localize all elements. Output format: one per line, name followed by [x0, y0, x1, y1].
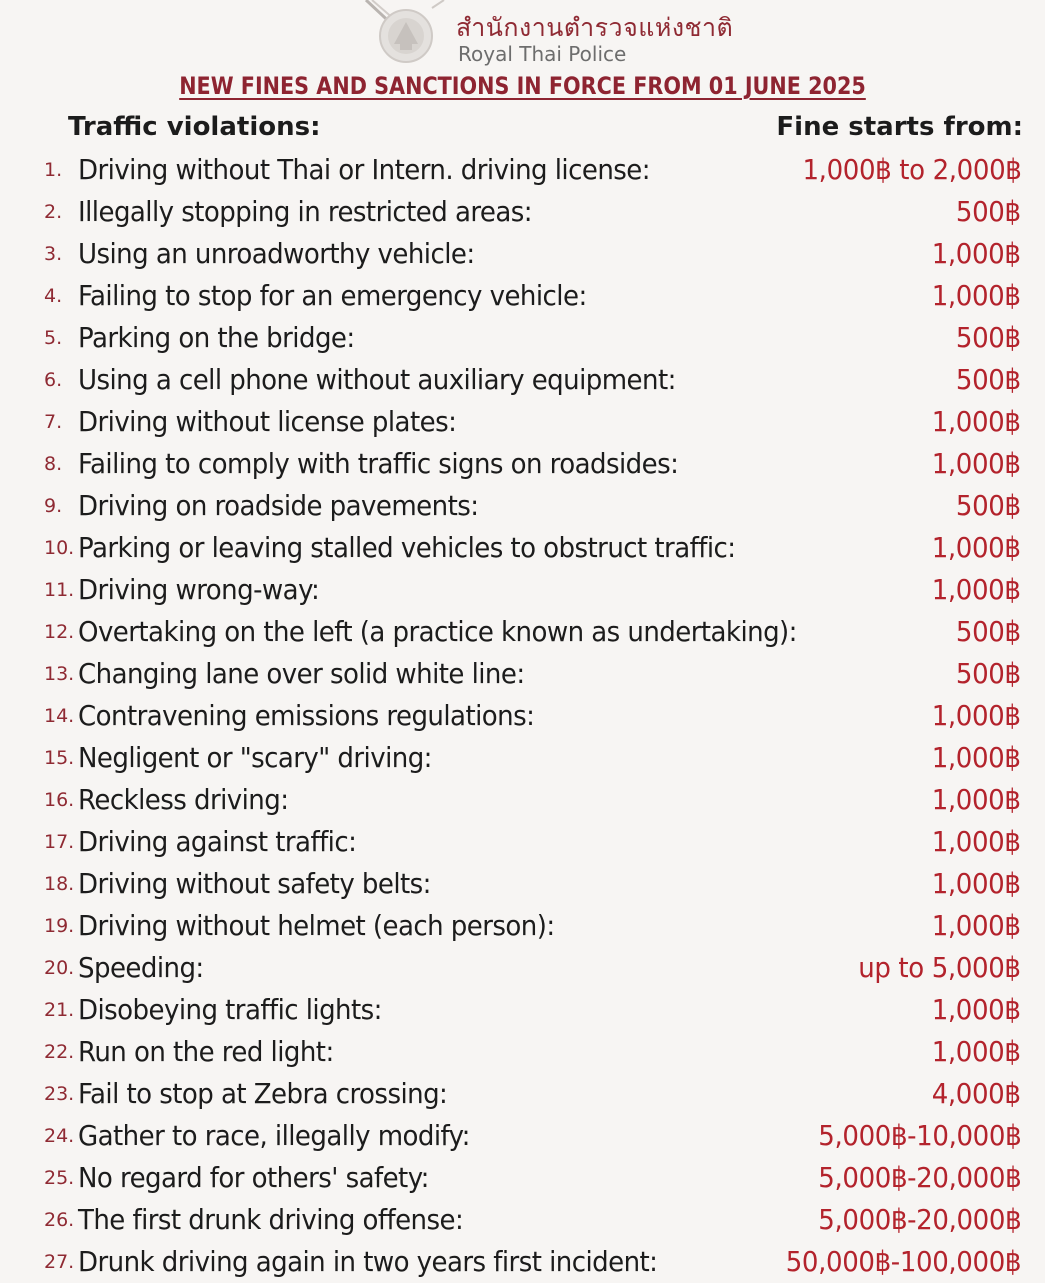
- organization-name-english: Royal Thai Police: [458, 42, 627, 66]
- fine-amount: 1,000฿: [932, 741, 1021, 774]
- item-number: 26.: [44, 1209, 75, 1231]
- fine-amount: 1,000฿: [932, 909, 1021, 942]
- fine-amount: 1,000฿: [932, 279, 1021, 312]
- list-item: [0, 317, 1045, 359]
- fine-amount: 1,000฿: [932, 1035, 1021, 1068]
- violation-label: Reckless driving:: [78, 783, 289, 816]
- list-item: [0, 821, 1045, 863]
- list-item: [0, 1031, 1045, 1073]
- list-item: [0, 947, 1045, 989]
- list-item: [0, 1241, 1045, 1283]
- violation-label: Parking on the bridge:: [78, 321, 355, 354]
- item-number: 8.: [44, 453, 63, 475]
- violation-label: Run on the red light:: [78, 1035, 334, 1068]
- fine-amount: 1,000฿: [932, 447, 1021, 480]
- item-number: 22.: [44, 1041, 75, 1063]
- list-item: [0, 779, 1045, 821]
- fine-amount: 5,000฿-20,000฿: [818, 1161, 1021, 1194]
- list-item: [0, 191, 1045, 233]
- list-item: [0, 1115, 1045, 1157]
- fine-amount: 1,000฿: [932, 531, 1021, 564]
- fine-amount: 50,000฿-100,000฿: [785, 1245, 1021, 1278]
- list-item: [0, 569, 1045, 611]
- item-number: 2.: [44, 201, 63, 223]
- violation-label: Using an unroadworthy vehicle:: [78, 237, 475, 270]
- violation-label: Failing to stop for an emergency vehicle:: [78, 279, 587, 312]
- list-item: [0, 653, 1045, 695]
- fine-amount: 5,000฿-10,000฿: [818, 1119, 1021, 1152]
- list-item: [0, 275, 1045, 317]
- violation-label: Driving without license plates:: [78, 405, 457, 438]
- violation-label: Overtaking on the left (a practice known as undertaking):: [78, 615, 797, 648]
- list-item: [0, 863, 1045, 905]
- item-number: 13.: [44, 663, 75, 685]
- list-item: [0, 737, 1045, 779]
- violation-label: Driving against traffic:: [78, 825, 357, 858]
- item-number: 23.: [44, 1083, 75, 1105]
- violation-label: Disobeying traffic lights:: [78, 993, 382, 1026]
- fine-amount: 1,000฿: [932, 783, 1021, 816]
- list-item: [0, 1199, 1045, 1241]
- fine-amount: 500฿: [956, 489, 1021, 522]
- royal-thai-police-emblem-icon: [362, 0, 450, 70]
- list-item: [0, 611, 1045, 653]
- fine-amount: 500฿: [956, 657, 1021, 690]
- item-number: 17.: [44, 831, 75, 853]
- item-number: 27.: [44, 1251, 75, 1273]
- violation-label: Driving wrong-way:: [78, 573, 320, 606]
- item-number: 10.: [44, 537, 75, 559]
- page-title: NEW FINES AND SANCTIONS IN FORCE FROM 01 JUNE 2025: [179, 72, 866, 100]
- violation-label: Gather to race, illegally modify:: [78, 1119, 470, 1152]
- fine-amount: 1,000฿: [932, 237, 1021, 270]
- fine-amount: 1,000฿: [932, 699, 1021, 732]
- fine-amount: 5,000฿-20,000฿: [818, 1203, 1021, 1236]
- fine-amount: 1,000฿: [932, 993, 1021, 1026]
- item-number: 7.: [44, 411, 63, 433]
- list-item: [0, 1073, 1045, 1115]
- item-number: 5.: [44, 327, 63, 349]
- fine-amount: 1,000฿: [932, 867, 1021, 900]
- violation-label: Drunk driving again in two years first incident:: [78, 1245, 658, 1278]
- violation-label: Driving on roadside pavements:: [78, 489, 479, 522]
- item-number: 16.: [44, 789, 75, 811]
- organization-name-thai: สำนักงานตำรวจแห่งชาติ: [456, 13, 734, 42]
- violation-label: Negligent or "scary" driving:: [78, 741, 432, 774]
- item-number: 11.: [44, 579, 75, 601]
- violation-label: Parking or leaving stalled vehicles to obstruct traffic:: [78, 531, 736, 564]
- fine-amount: 500฿: [956, 615, 1021, 648]
- violation-label: Using a cell phone without auxiliary equipment:: [78, 363, 676, 396]
- item-number: 25.: [44, 1167, 75, 1189]
- item-number: 14.: [44, 705, 75, 727]
- fine-amount: 4,000฿: [932, 1077, 1021, 1110]
- list-item: [0, 695, 1045, 737]
- list-item: [0, 443, 1045, 485]
- list-item: [0, 485, 1045, 527]
- violation-label: Contravening emissions regulations:: [78, 699, 535, 732]
- item-number: 18.: [44, 873, 75, 895]
- violation-label: Speeding:: [78, 951, 204, 984]
- list-item: [0, 905, 1045, 947]
- item-number: 19.: [44, 915, 75, 937]
- violation-label: Driving without Thai or Intern. driving license:: [78, 153, 650, 186]
- page-header: [0, 0, 1045, 72]
- fine-amount: 500฿: [956, 195, 1021, 228]
- violation-label: The first drunk driving offense:: [78, 1203, 464, 1236]
- violation-label: Fail to stop at Zebra crossing:: [78, 1077, 448, 1110]
- fine-amount: 1,000฿: [932, 825, 1021, 858]
- list-item: [0, 1157, 1045, 1199]
- list-item: [0, 401, 1045, 443]
- list-item: [0, 359, 1045, 401]
- item-number: 20.: [44, 957, 75, 979]
- item-number: 6.: [44, 369, 63, 391]
- column-header-violations: Traffic violations:: [68, 112, 321, 142]
- item-number: 24.: [44, 1125, 75, 1147]
- violation-label: Driving without safety belts:: [78, 867, 431, 900]
- item-number: 12.: [44, 621, 75, 643]
- violation-label: Failing to comply with traffic signs on roadsides:: [78, 447, 679, 480]
- list-item: [0, 233, 1045, 275]
- list-item: [0, 149, 1045, 191]
- violation-label: Driving without helmet (each person):: [78, 909, 555, 942]
- column-header-fines: Fine starts from:: [776, 112, 1023, 142]
- fine-amount: 1,000฿: [932, 405, 1021, 438]
- item-number: 21.: [44, 999, 75, 1021]
- item-number: 3.: [44, 243, 63, 265]
- fine-amount: 500฿: [956, 321, 1021, 354]
- fine-amount: 1,000฿ to 2,000฿: [802, 153, 1021, 186]
- fine-amount: up to 5,000฿: [858, 951, 1021, 984]
- fine-amount: 500฿: [956, 363, 1021, 396]
- violation-label: No regard for others' safety:: [78, 1161, 429, 1194]
- item-number: 15.: [44, 747, 75, 769]
- item-number: 9.: [44, 495, 63, 517]
- violations-list: [0, 149, 1045, 1283]
- list-item: [0, 989, 1045, 1031]
- item-number: 4.: [44, 285, 63, 307]
- fine-amount: 1,000฿: [932, 573, 1021, 606]
- violation-label: Illegally stopping in restricted areas:: [78, 195, 533, 228]
- item-number: 1.: [44, 159, 63, 181]
- list-item: [0, 527, 1045, 569]
- violation-label: Changing lane over solid white line:: [78, 657, 525, 690]
